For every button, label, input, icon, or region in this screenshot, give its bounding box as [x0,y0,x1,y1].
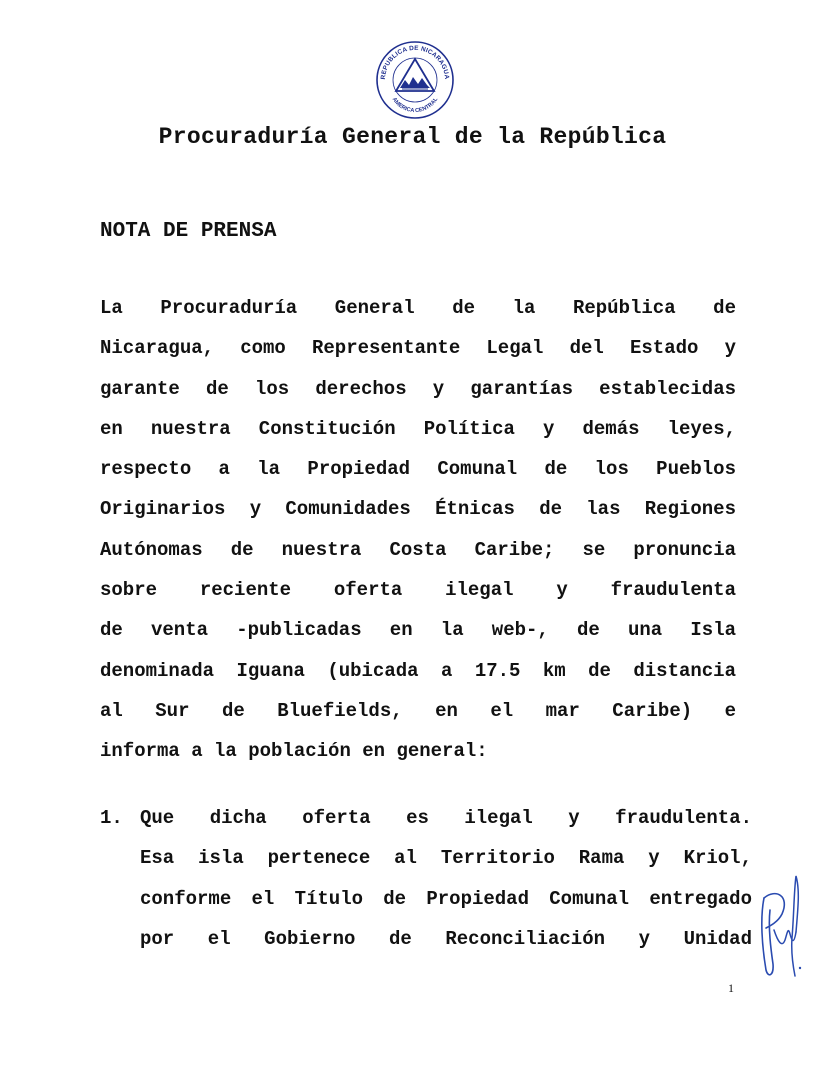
paragraph-line: denominada Iguana (ubicada a 17.5 km de distancia [100,659,736,682]
list-item-line: conforme el Título de Propiedad Comunal entregado [140,887,752,910]
list-item-line: por el Gobierno de Reconciliación y Unidad [140,927,752,950]
list-item-line: Que dicha oferta es ilegal y fraudulenta. [140,807,752,829]
paragraph-line: Autónomas de nuestra Costa Caribe; se pronuncia [100,538,736,561]
paragraph-line: en nuestra Constitución Política y demás leyes, [100,417,736,440]
paragraph-line: sobre reciente oferta ilegal y fraudulenta [100,579,736,602]
paragraph-line: al Sur de Bluefields, en el mar Caribe) e [100,699,736,722]
paragraph-line: respecto a la Propiedad Comunal de los Pueblos [100,458,736,481]
paragraph-line: Nicaragua, como Representante Legal del Estado y [100,337,736,360]
list-item [100,798,752,959]
handwritten-signature [752,868,808,988]
paragraph-line: Originarios y Comunidades Étnicas de las Regiones [100,498,736,521]
national-seal [368,40,462,120]
seal-text-bottom: AMERICA CENTRAL [390,96,440,115]
list-item-line: Esa isla pertenece al Territorio Rama y Kriol, [140,847,752,870]
page-number: 1 [728,981,734,995]
intro-paragraph [100,288,736,772]
seal-text-top: REPUBLICA DE NICARAGUA [379,44,451,80]
paragraph-line: informa a la población en general: [100,740,488,763]
press-release-heading: NOTA DE PRENSA [100,220,277,243]
organization-title: Procuraduría General de la República [158,124,667,150]
paragraph-line: de venta -publicadas en la web-, de una Isla [100,619,736,642]
list-item-number: 1. [100,807,123,829]
numbered-list [100,798,752,959]
paragraph-line: La Procuraduría General de la República de [100,297,736,319]
paragraph-line: garante de los derechos y garantías establecidas [100,377,736,400]
